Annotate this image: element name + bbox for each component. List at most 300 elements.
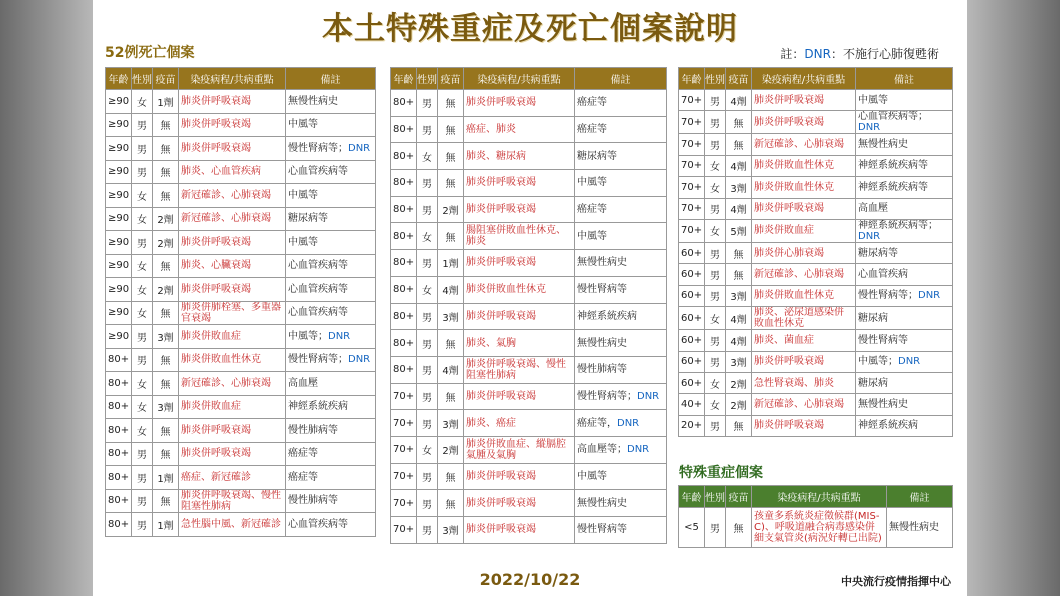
cell-text: 女	[137, 309, 147, 321]
cell-vac	[438, 410, 464, 437]
death-table-3	[678, 67, 953, 437]
cell-rem	[286, 184, 376, 208]
table-row	[106, 207, 376, 231]
cell-text: 癌症等	[288, 448, 318, 460]
cell-text: 70+	[393, 444, 415, 456]
cell-text: 男	[422, 339, 432, 351]
cell-rem	[575, 410, 667, 437]
cell-text: 高血壓	[858, 203, 888, 215]
cell-proc	[464, 143, 575, 170]
table-row	[106, 301, 376, 325]
cell-text: 無	[733, 141, 744, 153]
column-header: 染疫病程/共病重點	[179, 68, 286, 90]
cell-vac	[726, 307, 752, 330]
cell-text: 20+	[681, 420, 703, 432]
cell-rem	[575, 276, 667, 303]
cell-text: ≥90	[108, 95, 130, 107]
cell-text: 肺炎、心臟衰竭	[181, 260, 251, 272]
cell-age	[391, 383, 417, 410]
cell-proc	[464, 330, 575, 357]
cell-vac	[438, 383, 464, 410]
cell-text: 男	[137, 356, 147, 368]
table-row	[679, 351, 953, 372]
cell-text: 80+	[393, 97, 415, 109]
cell-text: 80+	[393, 364, 415, 376]
footer-agency: 中央流行疫情指揮中心	[841, 575, 951, 588]
cell-rem	[286, 160, 376, 184]
table-row	[679, 242, 953, 263]
cell-age	[679, 134, 705, 155]
cell-age	[391, 196, 417, 223]
cell-age	[679, 219, 705, 242]
cell-text: 肺炎併呼吸衰竭	[181, 448, 251, 460]
cell-sex	[132, 513, 153, 537]
cell-text: 男	[137, 473, 147, 485]
cell-text: 女	[710, 162, 720, 174]
table-row	[106, 254, 376, 278]
cell-age	[679, 264, 705, 285]
cell-rem	[856, 198, 953, 219]
cell-vac	[438, 463, 464, 490]
cell-text: 1劑	[157, 520, 174, 532]
table-row	[106, 419, 376, 443]
cell-age	[391, 90, 417, 117]
cell-age	[391, 223, 417, 250]
cell-text: 男	[422, 366, 432, 378]
cell-rem	[575, 436, 667, 463]
table-header-row	[106, 68, 376, 90]
cell-text: 女	[137, 97, 147, 109]
cell-text: 肺炎併呼吸衰竭	[466, 497, 536, 509]
cell-proc	[752, 307, 856, 330]
cell-text: 肺炎併敗血性休克	[754, 181, 834, 193]
cell-text: 中風等	[858, 94, 888, 106]
table-header-row	[679, 486, 953, 508]
dnr-tag: DNR	[348, 354, 371, 366]
cell-age	[106, 231, 132, 255]
cell-text: 無慢性病史	[577, 497, 627, 509]
cell-age	[106, 395, 132, 419]
cell-sex	[132, 325, 153, 349]
cell-sex	[417, 276, 438, 303]
cell-proc	[179, 160, 286, 184]
cell-sex	[705, 134, 726, 155]
cell-text: 糖尿病等	[288, 213, 328, 225]
cell-text: 心血管疾病等	[288, 166, 348, 178]
cell-proc	[464, 303, 575, 330]
cell-text: 70+	[393, 390, 415, 402]
table-row	[106, 231, 376, 255]
cell-age	[106, 137, 132, 161]
cell-text: 慢性腎病等；	[577, 390, 637, 402]
cell-text: 慢性腎病等；	[288, 142, 348, 154]
cell-text: 癌症等，	[577, 417, 617, 429]
cell-text: 80+	[393, 337, 415, 349]
cell-text: 80+	[108, 424, 130, 436]
cell-text: 女	[137, 403, 147, 415]
table-row	[391, 170, 667, 197]
cell-age	[679, 111, 705, 134]
cell-sex	[705, 508, 726, 548]
column-header: 備註	[887, 486, 953, 508]
cell-text: 80+	[108, 354, 130, 366]
cell-text: 無	[733, 271, 744, 283]
cell-text: 無	[445, 152, 456, 164]
cell-text: 肺炎併敗血性休克	[181, 354, 261, 366]
cell-proc	[464, 383, 575, 410]
cell-sex	[705, 330, 726, 351]
cell-rem	[856, 285, 953, 306]
cell-text: 80+	[393, 204, 415, 216]
cell-text: 慢性肺病等	[288, 495, 338, 507]
cell-text: 肺炎併呼吸衰竭	[754, 94, 824, 106]
cell-text: 60+	[681, 247, 703, 259]
cell-proc	[179, 466, 286, 490]
cell-proc	[464, 223, 575, 250]
table-row	[106, 442, 376, 466]
cell-proc	[752, 285, 856, 306]
cell-rem	[575, 517, 667, 544]
report-date: 2022/10/22	[479, 570, 581, 589]
cell-text: 中風等	[577, 470, 607, 482]
cell-rem	[286, 207, 376, 231]
column-header: 疫苗	[438, 68, 464, 90]
cell-text: 女	[422, 232, 432, 244]
table-row	[679, 508, 953, 548]
cell-text: 肺炎併呼吸衰竭	[181, 283, 251, 295]
death-table-1	[105, 67, 376, 537]
cell-vac	[153, 372, 179, 396]
cell-sex	[132, 301, 153, 325]
cell-text: 中風等	[577, 230, 607, 242]
cell-text: 男	[137, 168, 147, 180]
cell-text: 中風等；	[288, 330, 328, 342]
cell-vac	[438, 276, 464, 303]
cell-vac	[726, 155, 752, 176]
cell-vac	[726, 134, 752, 155]
cell-vac	[153, 348, 179, 372]
cell-age	[106, 160, 132, 184]
cell-sex	[132, 442, 153, 466]
cell-text: 神經系統疾病等；	[858, 219, 938, 231]
cell-text: 70+	[681, 116, 703, 128]
cell-vac	[153, 489, 179, 513]
cell-text: 肺炎併敗血症	[754, 225, 814, 237]
cell-text: 癌症等	[577, 124, 607, 136]
cell-text: 中風等	[288, 119, 318, 131]
slide	[93, 0, 967, 596]
cell-text: 男	[422, 392, 432, 404]
cell-text: 4劑	[730, 96, 747, 108]
cell-proc	[179, 442, 286, 466]
cell-text: 男	[422, 312, 432, 324]
table-row	[391, 276, 667, 303]
cell-text: 女	[710, 314, 720, 326]
cell-proc	[179, 419, 286, 443]
cell-sex	[132, 207, 153, 231]
cell-age	[106, 184, 132, 208]
cell-vac	[726, 394, 752, 415]
column-header: 備註	[575, 68, 667, 90]
cell-age	[106, 113, 132, 137]
cell-rem	[575, 196, 667, 223]
cell-text: 2劑	[730, 400, 747, 412]
cell-text: 肺炎併呼吸衰竭	[466, 257, 536, 269]
cell-age	[679, 307, 705, 330]
cell-text: 無	[160, 262, 171, 274]
cell-text: 男	[710, 358, 720, 370]
dnr-note	[780, 45, 939, 62]
cell-text: 40+	[681, 398, 703, 410]
cell-text: 無慢性病史	[858, 398, 908, 410]
cell-text: 80+	[108, 448, 130, 460]
cell-rem	[575, 90, 667, 117]
cell-sex	[417, 436, 438, 463]
cell-vac	[726, 177, 752, 198]
cell-age	[391, 490, 417, 517]
cell-sex	[705, 264, 726, 285]
column-header: 疫苗	[726, 486, 752, 508]
cell-text: 急性腦中風、新冠確診	[181, 518, 281, 530]
table-row	[679, 111, 953, 134]
cell-rem	[575, 143, 667, 170]
cell-text: 慢性肺病等	[577, 364, 627, 376]
cell-proc	[179, 254, 286, 278]
table-row	[391, 90, 667, 117]
cell-sex	[132, 254, 153, 278]
cell-vac	[438, 223, 464, 250]
cell-text: 70+	[681, 94, 703, 106]
cell-text: 男	[422, 206, 432, 218]
cell-text: 肺炎併呼吸衰竭	[466, 204, 536, 216]
cell-rem	[286, 395, 376, 419]
table-row	[679, 264, 953, 285]
table-row	[679, 307, 953, 330]
cell-sex	[705, 219, 726, 242]
dnr-tag: DNR	[348, 142, 371, 154]
cell-age	[679, 394, 705, 415]
cell-text: 80+	[393, 257, 415, 269]
cell-age	[106, 466, 132, 490]
cell-vac	[438, 517, 464, 544]
cell-rem	[575, 330, 667, 357]
table-row	[106, 395, 376, 419]
cell-rem	[575, 463, 667, 490]
cell-text: 2劑	[442, 446, 459, 458]
table-row	[679, 177, 953, 198]
cell-text: 慢性腎病等；	[288, 354, 348, 366]
cell-text: 4劑	[730, 314, 747, 326]
cell-text: 80+	[393, 230, 415, 242]
cell-proc	[464, 276, 575, 303]
cell-vac	[438, 143, 464, 170]
cell-text: 無慢性病史	[577, 337, 627, 349]
cell-text: 癌症、肺炎	[466, 124, 516, 136]
cell-sex	[705, 155, 726, 176]
cell-vac	[438, 250, 464, 277]
cell-text: 肺炎併呼吸衰竭	[181, 142, 251, 154]
column-header: 疫苗	[726, 68, 752, 90]
cell-rem	[286, 137, 376, 161]
cell-text: 肺炎併呼吸衰竭	[754, 356, 824, 368]
cell-text: 新冠確診、心肺衰竭	[754, 398, 844, 410]
cell-vac	[153, 113, 179, 137]
column-header: 年齡	[679, 486, 705, 508]
cell-text: 男	[710, 249, 720, 261]
cell-proc	[179, 137, 286, 161]
cell-sex	[132, 466, 153, 490]
cell-text: 心血管疾病等	[288, 518, 348, 530]
cell-text: ≥90	[108, 236, 130, 248]
cell-vac	[726, 415, 752, 436]
cell-text: 女	[422, 286, 432, 298]
cell-text: 70+	[393, 497, 415, 509]
cell-rem	[575, 303, 667, 330]
cell-text: 4劑	[442, 366, 459, 378]
cell-sex	[705, 111, 726, 134]
cell-sex	[417, 143, 438, 170]
cell-age	[391, 410, 417, 437]
cell-proc	[752, 90, 856, 111]
cell-text: 肺炎併呼吸衰竭	[466, 390, 536, 402]
cell-vac	[153, 137, 179, 161]
cell-age	[679, 285, 705, 306]
cell-proc	[752, 264, 856, 285]
cell-vac	[438, 90, 464, 117]
cell-proc	[179, 348, 286, 372]
column-header: 年齡	[106, 68, 132, 90]
cell-rem	[286, 372, 376, 396]
cell-proc	[752, 372, 856, 393]
cell-text: 男	[710, 292, 720, 304]
cell-text: 癌症等	[577, 97, 607, 109]
page-title: 本土特殊重症及死亡個案說明	[322, 11, 738, 47]
cell-sex	[132, 160, 153, 184]
cell-vac	[153, 442, 179, 466]
cell-text: ≥90	[108, 307, 130, 319]
table-row	[106, 348, 376, 372]
table-row	[106, 513, 376, 537]
cell-text: 神經系統疾病	[288, 401, 348, 413]
table-row	[391, 490, 667, 517]
column-header: 染疫病程/共病重點	[464, 68, 575, 90]
column-header: 疫苗	[153, 68, 179, 90]
cell-text: 慢性腎病等	[858, 334, 908, 346]
cell-vac	[438, 356, 464, 383]
cell-rem	[856, 307, 953, 330]
cell-sex	[417, 250, 438, 277]
cell-age	[679, 177, 705, 198]
cell-text: 肺炎併呼吸衰竭	[181, 424, 251, 436]
cell-sex	[417, 410, 438, 437]
cell-text: 80+	[108, 518, 130, 530]
dnr-tag: DNR	[898, 356, 921, 368]
cell-vac	[726, 242, 752, 263]
table-header-row	[391, 68, 667, 90]
table-row	[106, 137, 376, 161]
cell-text: 肺炎併呼吸衰竭	[181, 119, 251, 131]
cell-age	[391, 170, 417, 197]
cell-proc	[752, 508, 887, 548]
cell-proc	[464, 410, 575, 437]
cell-text: 3劑	[730, 358, 747, 370]
cell-proc	[752, 242, 856, 263]
cell-sex	[132, 231, 153, 255]
cell-text: 3劑	[157, 403, 174, 415]
cell-text: 2劑	[157, 238, 174, 250]
cell-vac	[153, 207, 179, 231]
cell-text: ≥90	[108, 189, 130, 201]
cell-sex	[132, 113, 153, 137]
cell-text: 70+	[393, 470, 415, 482]
cell-rem	[856, 372, 953, 393]
cell-age	[391, 250, 417, 277]
cell-rem	[856, 111, 953, 134]
cell-vac	[726, 285, 752, 306]
cell-text: 男	[422, 499, 432, 511]
cell-vac	[153, 231, 179, 255]
cell-sex	[132, 348, 153, 372]
cell-text: 70+	[681, 160, 703, 172]
cell-age	[679, 242, 705, 263]
cell-text: 肺炎併呼吸衰竭	[466, 177, 536, 189]
column-header: 性別	[705, 486, 726, 508]
cell-sex	[417, 303, 438, 330]
cell-sex	[132, 278, 153, 302]
cell-text: 無	[160, 450, 171, 462]
cell-text: 中風等	[577, 177, 607, 189]
cell-text: 肺炎併呼吸衰竭	[181, 236, 251, 248]
dnr-tag: DNR	[637, 390, 660, 402]
column-header: 性別	[705, 68, 726, 90]
cell-text: 80+	[108, 377, 130, 389]
cell-text: 無	[445, 126, 456, 138]
cell-text: 男	[422, 179, 432, 191]
cell-text: 無	[445, 499, 456, 511]
dnr-tag: DNR	[617, 417, 640, 429]
cell-text: 男	[137, 144, 147, 156]
cell-text: 3劑	[730, 292, 747, 304]
table-row	[391, 517, 667, 544]
cell-sex	[417, 517, 438, 544]
cell-vac	[726, 198, 752, 219]
cell-text: 新冠確診、心肺衰竭	[181, 377, 271, 389]
cell-rem	[856, 351, 953, 372]
table-row	[106, 160, 376, 184]
cell-vac	[726, 351, 752, 372]
cell-vac	[438, 436, 464, 463]
table-row	[106, 278, 376, 302]
cell-text: 肺炎併敗血性休克	[754, 160, 834, 172]
cell-text: 肺炎、癌症	[466, 417, 516, 429]
cell-proc	[464, 436, 575, 463]
cell-text: 無	[445, 179, 456, 191]
cell-vac	[153, 395, 179, 419]
cell-proc	[179, 301, 286, 325]
cell-proc	[752, 155, 856, 176]
cell-text: 女	[710, 183, 720, 195]
cell-text: 4劑	[730, 336, 747, 348]
cell-sex	[705, 285, 726, 306]
cell-text: 男	[422, 472, 432, 484]
cell-age	[106, 254, 132, 278]
cell-sex	[705, 394, 726, 415]
cell-text: 無	[733, 249, 744, 261]
cell-rem	[286, 254, 376, 278]
cell-age	[106, 372, 132, 396]
table-header-row	[679, 68, 953, 90]
cell-rem	[286, 113, 376, 137]
